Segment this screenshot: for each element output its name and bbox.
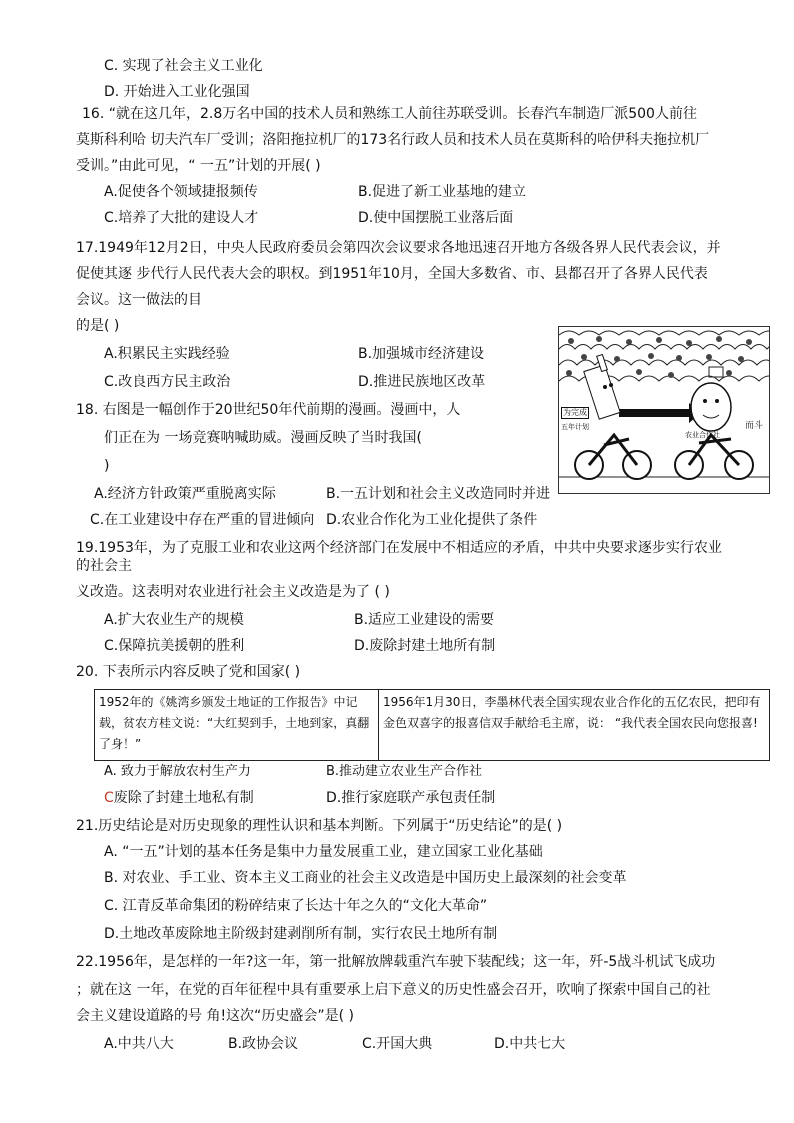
q19-option-c: C.保障抗美援朝的胜利 (104, 638, 245, 654)
q17-option-a: A.积累民主实践经验 (104, 346, 230, 362)
q22-option-b: B.政协会议 (228, 1036, 299, 1052)
q15-option-d: D. 开始进入工业化强国 (104, 84, 250, 100)
q19-option-d: D.废除封建土地所有制 (354, 638, 496, 654)
q15-option-c: C. 实现了社会主义工业化 (104, 58, 263, 74)
q17-option-d: D.推进民族地区改革 (358, 374, 486, 390)
cartoon-label-left: 五年计划 (561, 423, 589, 431)
q22-option-a: A.中共八大 (104, 1036, 174, 1052)
q16-option-d: D.使中国摆脱工业落后面 (358, 210, 514, 226)
q19-option-b: B.适应工业建设的需要 (354, 612, 495, 628)
q17-stem-line2: 促使其逐 步代行人民代表大会的职权。到1951年10月，全国大多数省、市、县都召开了各界人民代表 (76, 266, 708, 282)
q22-stem-line3: 会主义建设道路的号 角!这次“历史盛会”是( ) (76, 1008, 354, 1024)
q16-stem-line3: 受训。”由此可见，“ 一五”计划的开展( ) (76, 158, 321, 174)
q22-option-d: D.中共七大 (494, 1036, 566, 1052)
q17-stem-line3: 会议。这一做法的目 (76, 292, 202, 308)
q17-stem-line1: 17.1949年12月2日，中央人民政府委员会第四次会议要求各地迅速召开地方各级各界人民代表会议，并 (76, 240, 721, 256)
cartoon-drawing (559, 327, 769, 493)
q18-option-c: C.在工业建设中存在严重的冒进倾向 (90, 512, 315, 528)
cartoon-tag-left: 为完成 (563, 408, 587, 417)
q16-option-a: A.促使各个领域捷报频传 (104, 184, 258, 200)
q18-option-a: A.经济方针政策严重脱离实际 (94, 486, 276, 502)
q20-option-a: A. 致力于解放农村生产力 (104, 764, 251, 779)
q20-option-d: D.推行家庭联产承包责任制 (326, 790, 496, 806)
q16-stem-line2: 莫斯科利哈 切夫汽车厂受训；洛阳拖拉机厂的173名行政人员和技术人员在莫斯科的哈伊科夫拖拉机厂 (76, 132, 710, 148)
q18-option-d: D.农业合作化为工业化提供了条件 (326, 512, 538, 528)
q18-cartoon-image (558, 326, 770, 494)
q17-option-c: C.改良西方民主政治 (104, 374, 231, 390)
cartoon-label-side: 而斗 (745, 421, 764, 431)
q20-option-c-text: 废除了封建土地私有制 (113, 790, 254, 806)
q21-option-c: C. 江青反革命集团的粉碎结束了长达十年之久的“文化大革命” (104, 898, 488, 914)
q18-stem-line2: 们正在为 一场竞赛呐喊助威。漫画反映了当时我国( (104, 430, 422, 446)
q19-stem-line3: 义改造。这表明对农业进行社会主义改造是为了 ( ) (76, 584, 390, 600)
q21-option-b: B. 对农业、手工业、资本主义工商业的社会主义改造是中国历史上最深刻的社会变革 (104, 870, 627, 886)
q20-source-table (94, 689, 770, 761)
q21-option-a: A. “一五”计划的基本任务是集中力量发展重工业，建立国家工业化基础 (104, 844, 543, 860)
q16-option-c: C.培养了大批的建设人才 (104, 210, 259, 226)
q18-stem-line1: 18. 右图是一幅创作于20世纪50年代前期的漫画。漫画中，人 (76, 402, 461, 418)
q17-option-b: B.加强城市经济建设 (358, 346, 485, 362)
q22-option-c: C.开国大典 (362, 1036, 433, 1052)
q20-option-c-letter: C (104, 790, 114, 806)
cartoon-label-right: 农业合作社 (685, 431, 720, 439)
q19-stem-line2: 的社会主 (76, 558, 132, 574)
q18-stem-line3: ) (104, 458, 110, 474)
q20-option-b: B.推动建立农业生产合作社 (326, 764, 483, 779)
q21-stem: 21.历史结论是对历史现象的理性认识和基本判断。下列属于“历史结论”的是( ) (76, 818, 563, 834)
q18-option-b: B.一五计划和社会主义改造同时并进 (326, 486, 551, 502)
q22-stem-line2: ；就在这 一年，在党的百年征程中具有重要承上启下意义的历史性盛会召开，吹响了探索中国自己的社 (76, 982, 711, 998)
q19-option-a: A.扩大农业生产的规模 (104, 612, 244, 628)
q20-option-c (104, 788, 254, 808)
q20-table-cell-1952: 1952年的《姚湾乡颁发土地证的工作报告》中记载，贫农方桂文说：“大红契到手，土地到家，真翻了身！” (95, 690, 379, 760)
q17-stem-line4: 的是( ) (76, 318, 120, 334)
q22-stem-line1: 22.1956年，是怎样的一年?这一年，第一批解放牌载重汽车驶下装配线；这一年，歼-5战斗机试飞成功 (76, 954, 716, 970)
q19-stem-line1: 19.1953年，为了克服工业和农业这两个经济部门在发展中不相适应的矛盾，中共中央要求逐步实行农业 (76, 540, 722, 556)
q21-option-d: D.土地改革废除地主阶级封建剥削所有制，实行农民土地所有制 (104, 926, 498, 942)
q16-option-b: B.促进了新工业基地的建立 (358, 184, 527, 200)
q16-stem-line1: 16. “就在这几年，2.8万名中国的技术人员和熟练工人前往苏联受训。长春汽车制造厂派500人前往 (82, 106, 697, 122)
q20-table-cell-1956: 1956年1月30日，李墨林代表全国实现农业合作化的五亿农民，把印有金色双喜字的报喜信双手献给毛主席，说： “我代表全国农民向您报喜! (383, 695, 761, 730)
q20-stem: 20. 下表所示内容反映了党和国家( ) (76, 664, 301, 680)
